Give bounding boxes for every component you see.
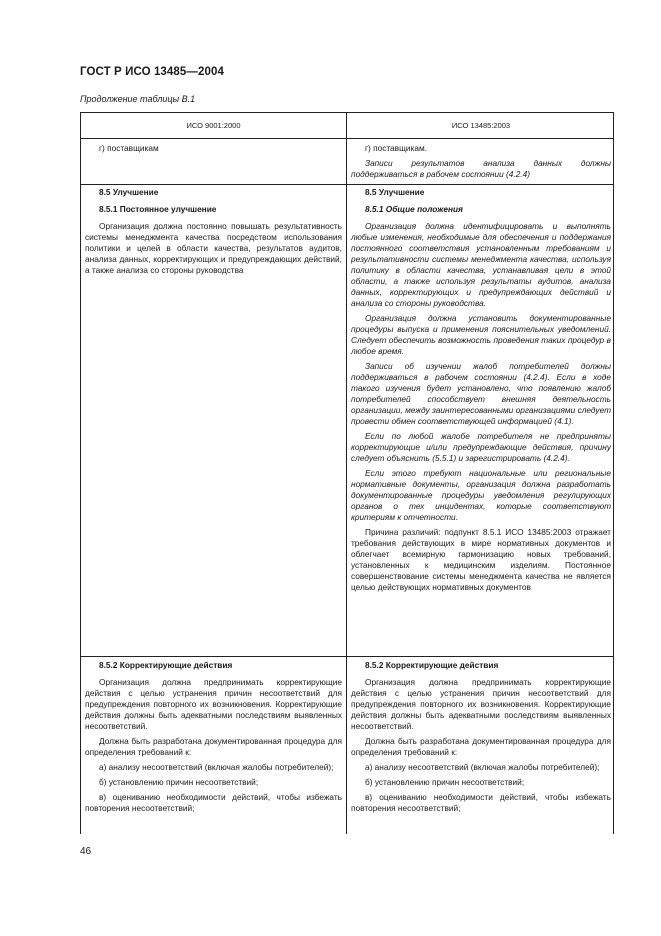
paragraph: Причина различий: подпункт 8.5.1 ИСО 13485:2003 отражает требования действующих в мире нормативных документов и облегчает всемирную гармонизацию новых требований, установленных к медицинским изделиям. Постоянное совершенствование системы менеджмента качества не является целью действующих нормативных документов (351, 527, 611, 592)
subsection-heading: 8.5.1 Общие положения (365, 204, 463, 214)
section-heading: 8.5 Улучшение (365, 187, 425, 197)
page-number: 46 (80, 846, 92, 857)
list-item: в) оцениванию необходимости действий, чтобы избежать повторения несоответствий; (351, 792, 611, 813)
paragraph: Если этого требуют национальные или региональные нормативные документы, организация должна разработать документированные процедуры уведомления регулирующих органов о тех инцидентах, которые соответствуют критериям к отчетности. (351, 468, 611, 522)
row3-right-cell (351, 660, 611, 818)
paragraph: Если по любой жалобе потребителя не предприняты корректирующие и/или предупреждающие действия, причину следует объяснить (5.5.1) и зарегистрировать (4.2.4). (351, 431, 611, 463)
section-heading: 8.5.2 Корректирующие действия (99, 660, 233, 670)
table-caption: Продолжение таблицы В.1 (80, 94, 196, 104)
paragraph: Организация должна установить документированные процедуры выпуска и применения пояснительных уведомлений. Следует обеспечить возможность проведения таких процедур в любое время. (351, 313, 611, 356)
comparison-table (80, 112, 614, 834)
section-heading: 8.5.2 Корректирующие действия (365, 660, 499, 670)
paragraph: Организация должна идентифицировать и выполнять любые изменения, необходимые для обеспечения и поддержания постоянного соответствия установленным требованиям и результативности системы менеджмента качества, используя политику в области качества, устанавливая цели в этой области, а также используя результаты аудитов, анализа данных, корректирующих и предупреждающих действий и анализа со стороны руководства. (351, 221, 611, 308)
column-header-iso9001: ИСО 9001:2000 (186, 121, 241, 130)
list-item: б) установлению причин несоответствий; (99, 777, 259, 787)
list-item: а) анализу несоответствий (включая жалобы потребителей); (99, 762, 334, 772)
row1-left-cell (85, 143, 342, 158)
row-divider (81, 656, 613, 657)
list-item: г) поставщикам. (365, 143, 427, 153)
paragraph: Организация должна предпринимать корректирующие действия с целью устранения причин несоответствий для предупреждения повторного их возникновения. Корректирующие действия должны быть адекватными последствиям выявленных несоответствий. (351, 677, 611, 731)
paragraph: Записи результатов анализа данных должны поддерживаться в рабочем состоянии (4.2.4) (351, 158, 611, 179)
paragraph: Организация должна постоянно повышать результативность системы менеджмента качества посредством использования политики и целей в области качества, результатов аудитов, анализа данных, корректирующих и предупреждающих действий, а также анализа со стороны руководства (85, 221, 342, 275)
document-header: ГОСТ Р ИСО 13485—2004 (80, 66, 225, 78)
list-item: а) анализу несоответствий (включая жалобы потребителей); (365, 762, 600, 772)
row2-right-cell (351, 187, 611, 597)
list-item: б) установлению причин несоответствий; (365, 777, 525, 787)
column-header-iso13485: ИСО 13485:2003 (451, 121, 511, 130)
paragraph: Записи об изучении жалоб потребителей должны поддерживаться в рабочем состоянии (4.2.4). Если в ходе такого изучения будет установлено, что появлению жалоб потребителей способствует внешняя деятельность организации, между заинтересованными организациями следует провести обмен соответствующей информацией (4.1). (351, 361, 611, 426)
row3-left-cell (85, 660, 342, 818)
paragraph: Организация должна предпринимать корректирующие действия с целью устранения причин несоответствий для предупреждения повторного их возникновения. Корректирующие действия должны быть адекватными последствиям выявленных несоответствий. (85, 677, 342, 731)
list-item: г) поставщикам (99, 143, 159, 153)
section-heading: 8.5 Улучшение (99, 187, 159, 197)
row2-left-cell (85, 187, 342, 280)
paragraph: Должна быть разработана документированная процедура для определения требований к: (351, 736, 611, 757)
list-item: в) оцениванию необходимости действий, чтобы избежать повторения несоответствий; (85, 792, 342, 813)
table-header-row (81, 113, 613, 139)
paragraph: Должна быть разработана документированная процедура для определения требований к: (85, 736, 342, 757)
row-divider (81, 184, 613, 185)
row1-right-cell (351, 143, 611, 184)
column-divider (346, 113, 347, 834)
subsection-heading: 8.5.1 Постоянное улучшение (99, 204, 217, 214)
